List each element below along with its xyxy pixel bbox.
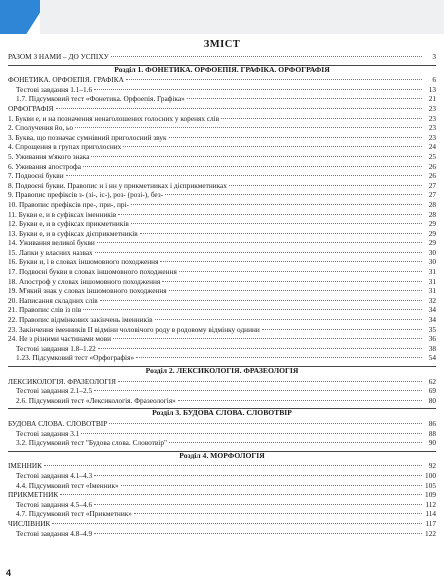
toc-page-number: 114 bbox=[425, 509, 436, 519]
leader-dots bbox=[56, 108, 422, 109]
toc-page-number: 29 bbox=[428, 238, 436, 248]
toc-page-number: 6 bbox=[432, 75, 436, 85]
toc-row bbox=[8, 315, 436, 325]
toc-row bbox=[8, 334, 436, 344]
toc-row bbox=[8, 500, 436, 510]
toc-entry-text: 1. Букви е, и на позначення ненаголошених голосних у коренях слів bbox=[8, 113, 220, 123]
leader-dots bbox=[121, 485, 422, 486]
toc-entry-text: 23. Закінчення іменників II відміни чоловічого роду в родовому відмінку однини bbox=[8, 324, 260, 334]
toc-entry-text: РАЗОМ З НАМИ – ДО УСПІХУ bbox=[8, 52, 109, 61]
section-divider bbox=[8, 451, 436, 452]
leader-dots bbox=[134, 513, 422, 514]
toc-row bbox=[8, 353, 436, 363]
toc-row bbox=[8, 305, 436, 315]
leader-dots bbox=[162, 281, 422, 282]
section-divider bbox=[8, 65, 436, 66]
section-heading: Розділ 1. ФОНЕТИКА. ОРФОЕПІЯ. ГРАФІКА. ОРФОГРАФІЯ bbox=[114, 64, 330, 74]
toc-page-number: 100 bbox=[425, 470, 436, 480]
toc-row bbox=[8, 238, 436, 248]
toc-page-number: 34 bbox=[428, 305, 436, 315]
toc-row bbox=[8, 210, 436, 220]
toc-page-number: 28 bbox=[428, 209, 436, 219]
toc-entry-text: 20. Написання складних слів bbox=[8, 295, 98, 305]
toc-row bbox=[8, 257, 436, 267]
toc-entry-text: 8. Подвоєні букви. Правопис н і нн у прикметниках і дієприкметниках bbox=[8, 180, 227, 190]
toc-row bbox=[8, 162, 436, 172]
toc-entry-text: Тестові завдання 1.8–1.22 bbox=[16, 343, 96, 353]
toc-page-number: 23 bbox=[428, 123, 436, 133]
toc-entry-text: Тестові завдання 2.1–2.5 bbox=[16, 386, 93, 396]
toc-entry-text: 5. Уживання м'якого знака bbox=[8, 151, 90, 161]
toc-page-number: 28 bbox=[428, 199, 436, 209]
leader-dots bbox=[229, 185, 422, 186]
toc-entry-text: 11. Букви е, и в суфіксах іменників bbox=[8, 209, 117, 219]
toc-entry-text: Тестові завдання 4.5–4.6 bbox=[16, 499, 93, 509]
toc-page-number: 13 bbox=[428, 84, 436, 94]
leader-dots bbox=[221, 118, 422, 119]
toc-entry-text: 18. Апостроф у словах іншомовного походження bbox=[8, 276, 161, 286]
toc-row bbox=[8, 200, 436, 210]
toc-page-number: 90 bbox=[428, 438, 436, 448]
toc-row bbox=[8, 267, 436, 277]
toc-page-number: 23 bbox=[428, 132, 436, 142]
toc-entry-text: 15. Лапки у власних назвах bbox=[8, 247, 93, 257]
toc-page-number: 35 bbox=[428, 324, 436, 334]
toc-row bbox=[8, 377, 436, 387]
toc-row bbox=[8, 438, 436, 448]
toc-section bbox=[8, 366, 436, 405]
toc-page-number: 117 bbox=[425, 518, 436, 528]
toc-row bbox=[8, 509, 436, 519]
leader-dots bbox=[95, 252, 422, 253]
toc-page-number: 31 bbox=[428, 286, 436, 296]
leader-dots bbox=[83, 166, 422, 167]
leader-dots bbox=[169, 137, 422, 138]
toc-section bbox=[8, 408, 436, 447]
toc-entry-text: 13. Букви е, и в суфіксах дієприкметників bbox=[8, 228, 138, 238]
toc-entry-text: ОРФОГРАФІЯ bbox=[8, 103, 54, 113]
toc-page-number: 112 bbox=[425, 499, 436, 509]
toc-row bbox=[8, 133, 436, 143]
toc-page-number: 34 bbox=[428, 315, 436, 325]
leader-dots bbox=[169, 442, 422, 443]
toc-row bbox=[8, 461, 436, 471]
toc-page-number: 27 bbox=[428, 180, 436, 190]
toc-row bbox=[8, 104, 436, 114]
toc-page-number: 31 bbox=[428, 267, 436, 277]
toc-entry-text: ІМЕННИК bbox=[8, 461, 43, 471]
leader-dots bbox=[136, 357, 422, 358]
toc-page-number: 122 bbox=[425, 528, 436, 538]
leader-dots bbox=[94, 475, 422, 476]
toc-row bbox=[8, 152, 436, 162]
leader-dots bbox=[118, 214, 422, 215]
toc-row bbox=[8, 123, 436, 133]
toc-entry-text: 2. Сполучення йо, ьо bbox=[8, 123, 73, 133]
table-of-contents bbox=[8, 38, 436, 572]
toc-row bbox=[8, 519, 436, 529]
toc-row bbox=[8, 419, 436, 429]
page-header-band bbox=[0, 0, 444, 34]
toc-page-number: 88 bbox=[428, 428, 436, 438]
toc-entry-text: 3.2. Підсумковий тест "Будова слова. Словотвір" bbox=[16, 438, 167, 448]
leader-dots bbox=[94, 504, 422, 505]
toc-page-number: 38 bbox=[428, 343, 436, 353]
toc-entry-text: 4.7. Підсумковий тест «Прикметник» bbox=[16, 509, 132, 519]
toc-entry-text: Тестові завдання 4.8–4.9 bbox=[16, 528, 93, 538]
leader-dots bbox=[100, 300, 422, 301]
toc-row bbox=[8, 396, 436, 406]
leader-dots bbox=[178, 400, 422, 401]
toc-row bbox=[8, 471, 436, 481]
toc-page-number: 27 bbox=[428, 190, 436, 200]
toc-row bbox=[8, 248, 436, 258]
toc-row bbox=[8, 490, 436, 500]
toc-row bbox=[8, 386, 436, 396]
toc-page-number: 30 bbox=[428, 247, 436, 257]
toc-entry-text: 7. Подвоєні букви bbox=[8, 171, 64, 181]
toc-section bbox=[8, 451, 436, 538]
toc-sections bbox=[8, 65, 436, 539]
toc-page-number: 92 bbox=[428, 461, 436, 471]
toc-row bbox=[8, 171, 436, 181]
toc-page-number: 29 bbox=[428, 219, 436, 229]
toc-entry-text: 10. Правопис префіксів пре-, при-, прі- bbox=[8, 199, 129, 209]
toc-entry-text: Тестові завдання 4.1–4.3 bbox=[16, 470, 93, 480]
toc-page-number: 23 bbox=[428, 103, 436, 113]
leader-dots bbox=[91, 156, 422, 157]
toc-row bbox=[8, 75, 436, 85]
toc-entry-text: ПРИКМЕТНИК bbox=[8, 490, 59, 500]
leader-dots bbox=[66, 175, 422, 176]
toc-page-number: 69 bbox=[428, 386, 436, 396]
toc-entry-text: 24. Не з різними частинами мови bbox=[8, 334, 112, 344]
leader-dots bbox=[109, 423, 422, 424]
toc-entry-text: 17. Подвоєні букви в словах іншомовного походження bbox=[8, 267, 177, 277]
toc-entry-text: 3. Буква, що позначає сумнівний приголосний звук bbox=[8, 132, 167, 142]
toc-row bbox=[8, 481, 436, 491]
toc-row bbox=[8, 229, 436, 239]
leader-dots bbox=[262, 329, 422, 330]
toc-row bbox=[8, 142, 436, 152]
toc-entry-text: ЛЕКСИКОЛОГІЯ. ФРАЗЕОЛОГІЯ bbox=[8, 376, 116, 386]
leader-dots bbox=[52, 523, 422, 524]
toc-page-number: 24 bbox=[428, 142, 436, 152]
toc-row bbox=[8, 181, 436, 191]
leader-dots bbox=[155, 319, 422, 320]
leader-dots bbox=[165, 194, 422, 195]
toc-entry-text: 4. Спрощення в групах приголосних bbox=[8, 142, 122, 152]
leader-dots bbox=[160, 261, 422, 262]
toc-page-number: 80 bbox=[428, 395, 436, 405]
toc-row bbox=[8, 85, 436, 95]
toc-entry-text: 19. М'який знак у словах іншомовного походження bbox=[8, 286, 167, 296]
toc-page-number: 54 bbox=[428, 353, 436, 363]
toc-page-number: 26 bbox=[428, 171, 436, 181]
toc-page-number: 105 bbox=[425, 480, 436, 490]
leader-dots bbox=[97, 242, 422, 243]
leader-dots bbox=[94, 89, 422, 90]
header-strip bbox=[40, 0, 444, 34]
toc-page-number: 29 bbox=[428, 228, 436, 238]
toc-row bbox=[8, 429, 436, 439]
leader-dots bbox=[83, 309, 422, 310]
leader-dots bbox=[111, 56, 422, 57]
toc-row bbox=[8, 529, 436, 539]
section-divider bbox=[8, 408, 436, 409]
toc-row bbox=[8, 344, 436, 354]
leader-dots bbox=[81, 433, 422, 434]
toc-row bbox=[8, 114, 436, 124]
toc-row bbox=[8, 296, 436, 306]
toc-page-number: 3 bbox=[432, 52, 436, 61]
toc-row bbox=[8, 219, 436, 229]
toc-entry-text: Тестові завдання 1.1–1.6 bbox=[16, 84, 93, 94]
toc-entry-text: 22. Правопис відмінкових закінчень іменників bbox=[8, 315, 153, 325]
toc-page-number: 31 bbox=[428, 276, 436, 286]
toc-entry-text: Тестові завдання 3.1 bbox=[16, 428, 80, 438]
leader-dots bbox=[179, 271, 422, 272]
section-heading: Розділ 2. ЛЕКСИКОЛОГІЯ. ФРАЗЕОЛОГІЯ bbox=[145, 366, 299, 375]
toc-row bbox=[8, 286, 436, 296]
leader-dots bbox=[94, 390, 422, 391]
leader-dots bbox=[60, 494, 422, 495]
leader-dots bbox=[131, 223, 422, 224]
toc-page-number: 26 bbox=[428, 161, 436, 171]
toc-entry-text: БУДОВА СЛОВА. СЛОВОТВІР bbox=[8, 418, 108, 428]
toc-section bbox=[8, 65, 436, 363]
leader-dots bbox=[169, 290, 422, 291]
leader-dots bbox=[44, 465, 422, 466]
toc-entry-text: 2.6. Підсумковий тест «Лексикологія. Фразеологія» bbox=[16, 395, 176, 405]
toc-entry-text: 6. Уживання апострофа bbox=[8, 161, 82, 171]
leader-dots bbox=[94, 533, 422, 534]
toc-page-number: 23 bbox=[428, 113, 436, 123]
toc-page-number: 109 bbox=[425, 490, 436, 500]
toc-row bbox=[8, 325, 436, 335]
section-heading: Розділ 3. БУДОВА СЛОВА. СЛОВОТВІР bbox=[152, 408, 292, 418]
section-divider bbox=[8, 366, 436, 367]
leader-dots bbox=[98, 348, 422, 349]
toc-row bbox=[8, 190, 436, 200]
toc-page-number: 36 bbox=[428, 334, 436, 344]
leader-dots bbox=[118, 381, 422, 382]
toc-entry-text: 1.23. Підсумковий тест «Орфографія» bbox=[16, 353, 135, 363]
toc-entry-text: 1.7. Підсумковий тест «Фонетика. Орфоепія. Графіка» bbox=[16, 94, 185, 104]
leader-dots bbox=[75, 127, 422, 128]
toc-entry-text: 12. Букви е, и в суфіксах прикметників bbox=[8, 219, 129, 229]
toc-page-number: 21 bbox=[428, 94, 436, 104]
section-heading: Розділ 4. МОРФОЛОГІЯ bbox=[179, 450, 265, 460]
toc-entry-text: 4.4. Підсумковий тест «Іменник» bbox=[16, 480, 119, 490]
toc-page-number: 25 bbox=[428, 151, 436, 161]
toc-entry-text: 9. Правопис префіксів з- (зі-, іс-), роз- (розі-), без- bbox=[8, 190, 164, 200]
toc-row bbox=[8, 277, 436, 287]
toc-page-number: 32 bbox=[428, 295, 436, 305]
toc-row bbox=[8, 94, 436, 104]
toc-entry-text: ФОНЕТИКА. ОРФОЕПІЯ. ГРАФІКА bbox=[8, 75, 124, 85]
toc-entry-text: 14. Уживання великої букви bbox=[8, 238, 95, 248]
leader-dots bbox=[123, 146, 422, 147]
toc-page-number: 30 bbox=[428, 257, 436, 267]
toc-entry-text: 21. Правопис слів із пів bbox=[8, 305, 82, 315]
leader-dots bbox=[126, 79, 422, 80]
toc-entry-text: ЧИСЛІВНИК bbox=[8, 518, 51, 528]
toc-entry-text: 16. Букви и, і в словах іншомовного походження bbox=[8, 257, 159, 267]
toc-page-number: 62 bbox=[428, 376, 436, 386]
leader-dots bbox=[131, 204, 422, 205]
page-number: 4 bbox=[6, 568, 12, 578]
leader-dots bbox=[140, 233, 422, 234]
page-title: ЗМІСТ bbox=[203, 39, 241, 50]
leader-dots bbox=[113, 338, 422, 339]
toc-page-number: 86 bbox=[428, 418, 436, 428]
toc-intro-row bbox=[8, 52, 436, 62]
leader-dots bbox=[187, 98, 422, 99]
